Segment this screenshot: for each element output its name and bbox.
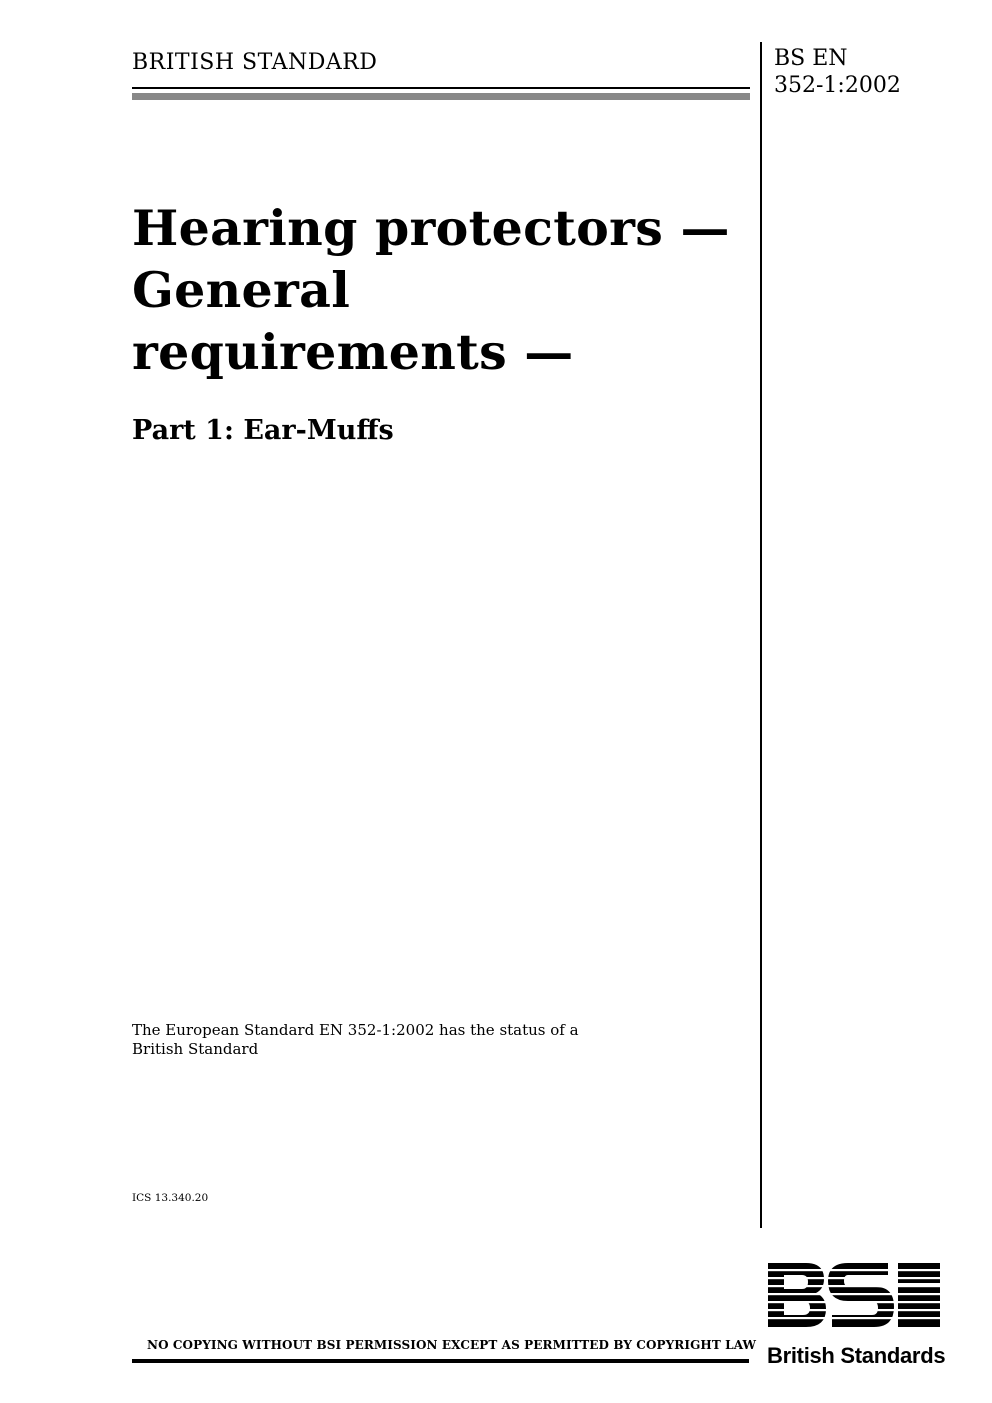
status-line-1: The European Standard EN 352-1:2002 has the status of a: [132, 1021, 579, 1039]
title-line-2: General: [132, 261, 351, 319]
footer-rule: [132, 1359, 749, 1363]
title-line-3: requirements —: [132, 323, 574, 381]
bsi-logo-caption: British Standards: [767, 1343, 946, 1368]
document-title: [132, 197, 752, 383]
vertical-divider: [760, 42, 762, 1228]
document-number-line2: 352-1:2002: [774, 73, 901, 98]
ics-code: ICS 13.340.20: [132, 1192, 209, 1204]
header-rule-thin: [132, 87, 750, 89]
document-number: [774, 45, 901, 99]
copyright-notice: NO COPYING WITHOUT BSI PERMISSION EXCEPT AS PERMITTED BY COPYRIGHT LAW: [147, 1338, 757, 1352]
series-label: BRITISH STANDARD: [132, 50, 378, 75]
title-line-1: Hearing protectors —: [132, 199, 730, 257]
document-number-line1: BS EN: [774, 46, 848, 71]
status-statement: [132, 1021, 602, 1059]
document-subtitle: Part 1: Ear-Muffs: [132, 415, 394, 446]
header-rule-thick: [132, 93, 750, 100]
status-line-2: British Standard: [132, 1040, 259, 1058]
